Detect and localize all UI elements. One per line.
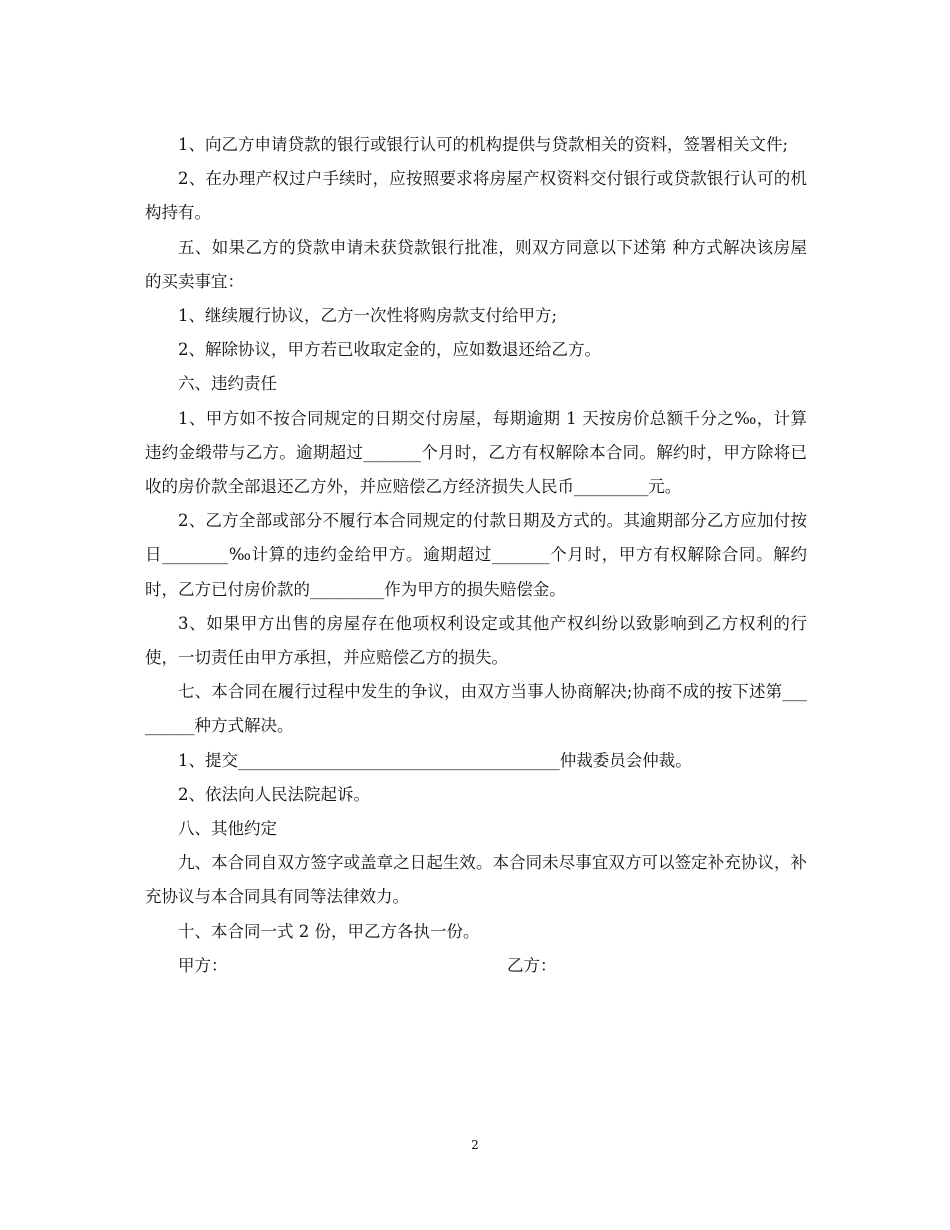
paragraph-effective: 九、本合同自双方签字或盖章之日起生效。本合同未尽事宜双方可以签定补充协议，补充协议与本合同具有同等法律效力。 <box>145 853 807 907</box>
paragraph-section-five: 五、如果乙方的贷款申请未获贷款银行批准，则双方同意以下述第 种方式解决该房屋的买卖事宜： <box>145 237 807 291</box>
paragraph-arbitration: 1、提交_______________________________________仲裁委员会仲裁。 <box>178 750 692 770</box>
paragraph-litigation: 2、依法向人民法院起诉。 <box>178 784 370 804</box>
heading-other-terms: 八、其他约定 <box>178 819 277 839</box>
signature-row <box>145 949 807 983</box>
paragraph-section-seven: 七、本合同在履行过程中发生的争议，由双方当事人协商解决;协商不成的按下述第_________种方式解决。 <box>145 682 807 736</box>
paragraph-terminate-agreement: 2、解除协议，甲方若已收取定金的，应如数退还给乙方。 <box>178 340 601 360</box>
page-number: 2 <box>471 1138 479 1152</box>
paragraph-title-dispute: 3、如果甲方出售的房屋存在他项权利设定或其他产权纠纷以致影响到乙方权利的行使，一切责任由甲方承担，并应赔偿乙方的损失。 <box>145 613 807 668</box>
paragraph-loan-docs: 1、向乙方申请贷款的银行或银行认可的机构提供与贷款相关的资料，签署相关文件; <box>178 135 789 154</box>
party-a-signature-label: 甲方： <box>178 955 228 975</box>
party-b-signature-label: 乙方： <box>507 955 557 975</box>
contract-body <box>145 128 807 983</box>
paragraph-buyer-breach: 2、乙方全部或部分不履行本合同规定的付款日期及方式的。其逾期部分乙方应加付按日________‰计算的违约金给甲方。逾期超过_______个月时，甲方有权解除合同。解约时，乙方已付房价款的_________作为甲方的损失赔偿金。 <box>145 511 807 599</box>
paragraph-copies: 十、本合同一式 2 份，甲乙方各执一份。 <box>178 921 480 941</box>
paragraph-continue-agreement: 1、继续履行协议，乙方一次性将购房款支付给甲方; <box>178 306 558 326</box>
paragraph-seller-breach: 1、甲方如不按合同规定的日期交付房屋，每期逾期 1 天按房价总额千分之‰，计算违约金缎带与乙方。逾期超过_______个月时，乙方有权解除本合同。解约时，甲方除将已收的房价款全部退还乙方外，并应赔偿乙方经济损失人民币_________元。 <box>145 408 807 497</box>
paragraph-title-transfer: 2、在办理产权过户手续时，应按照要求将房屋产权资料交付银行或贷款银行认可的机构持有。 <box>145 169 807 223</box>
heading-breach-liability: 六、违约责任 <box>178 374 277 394</box>
